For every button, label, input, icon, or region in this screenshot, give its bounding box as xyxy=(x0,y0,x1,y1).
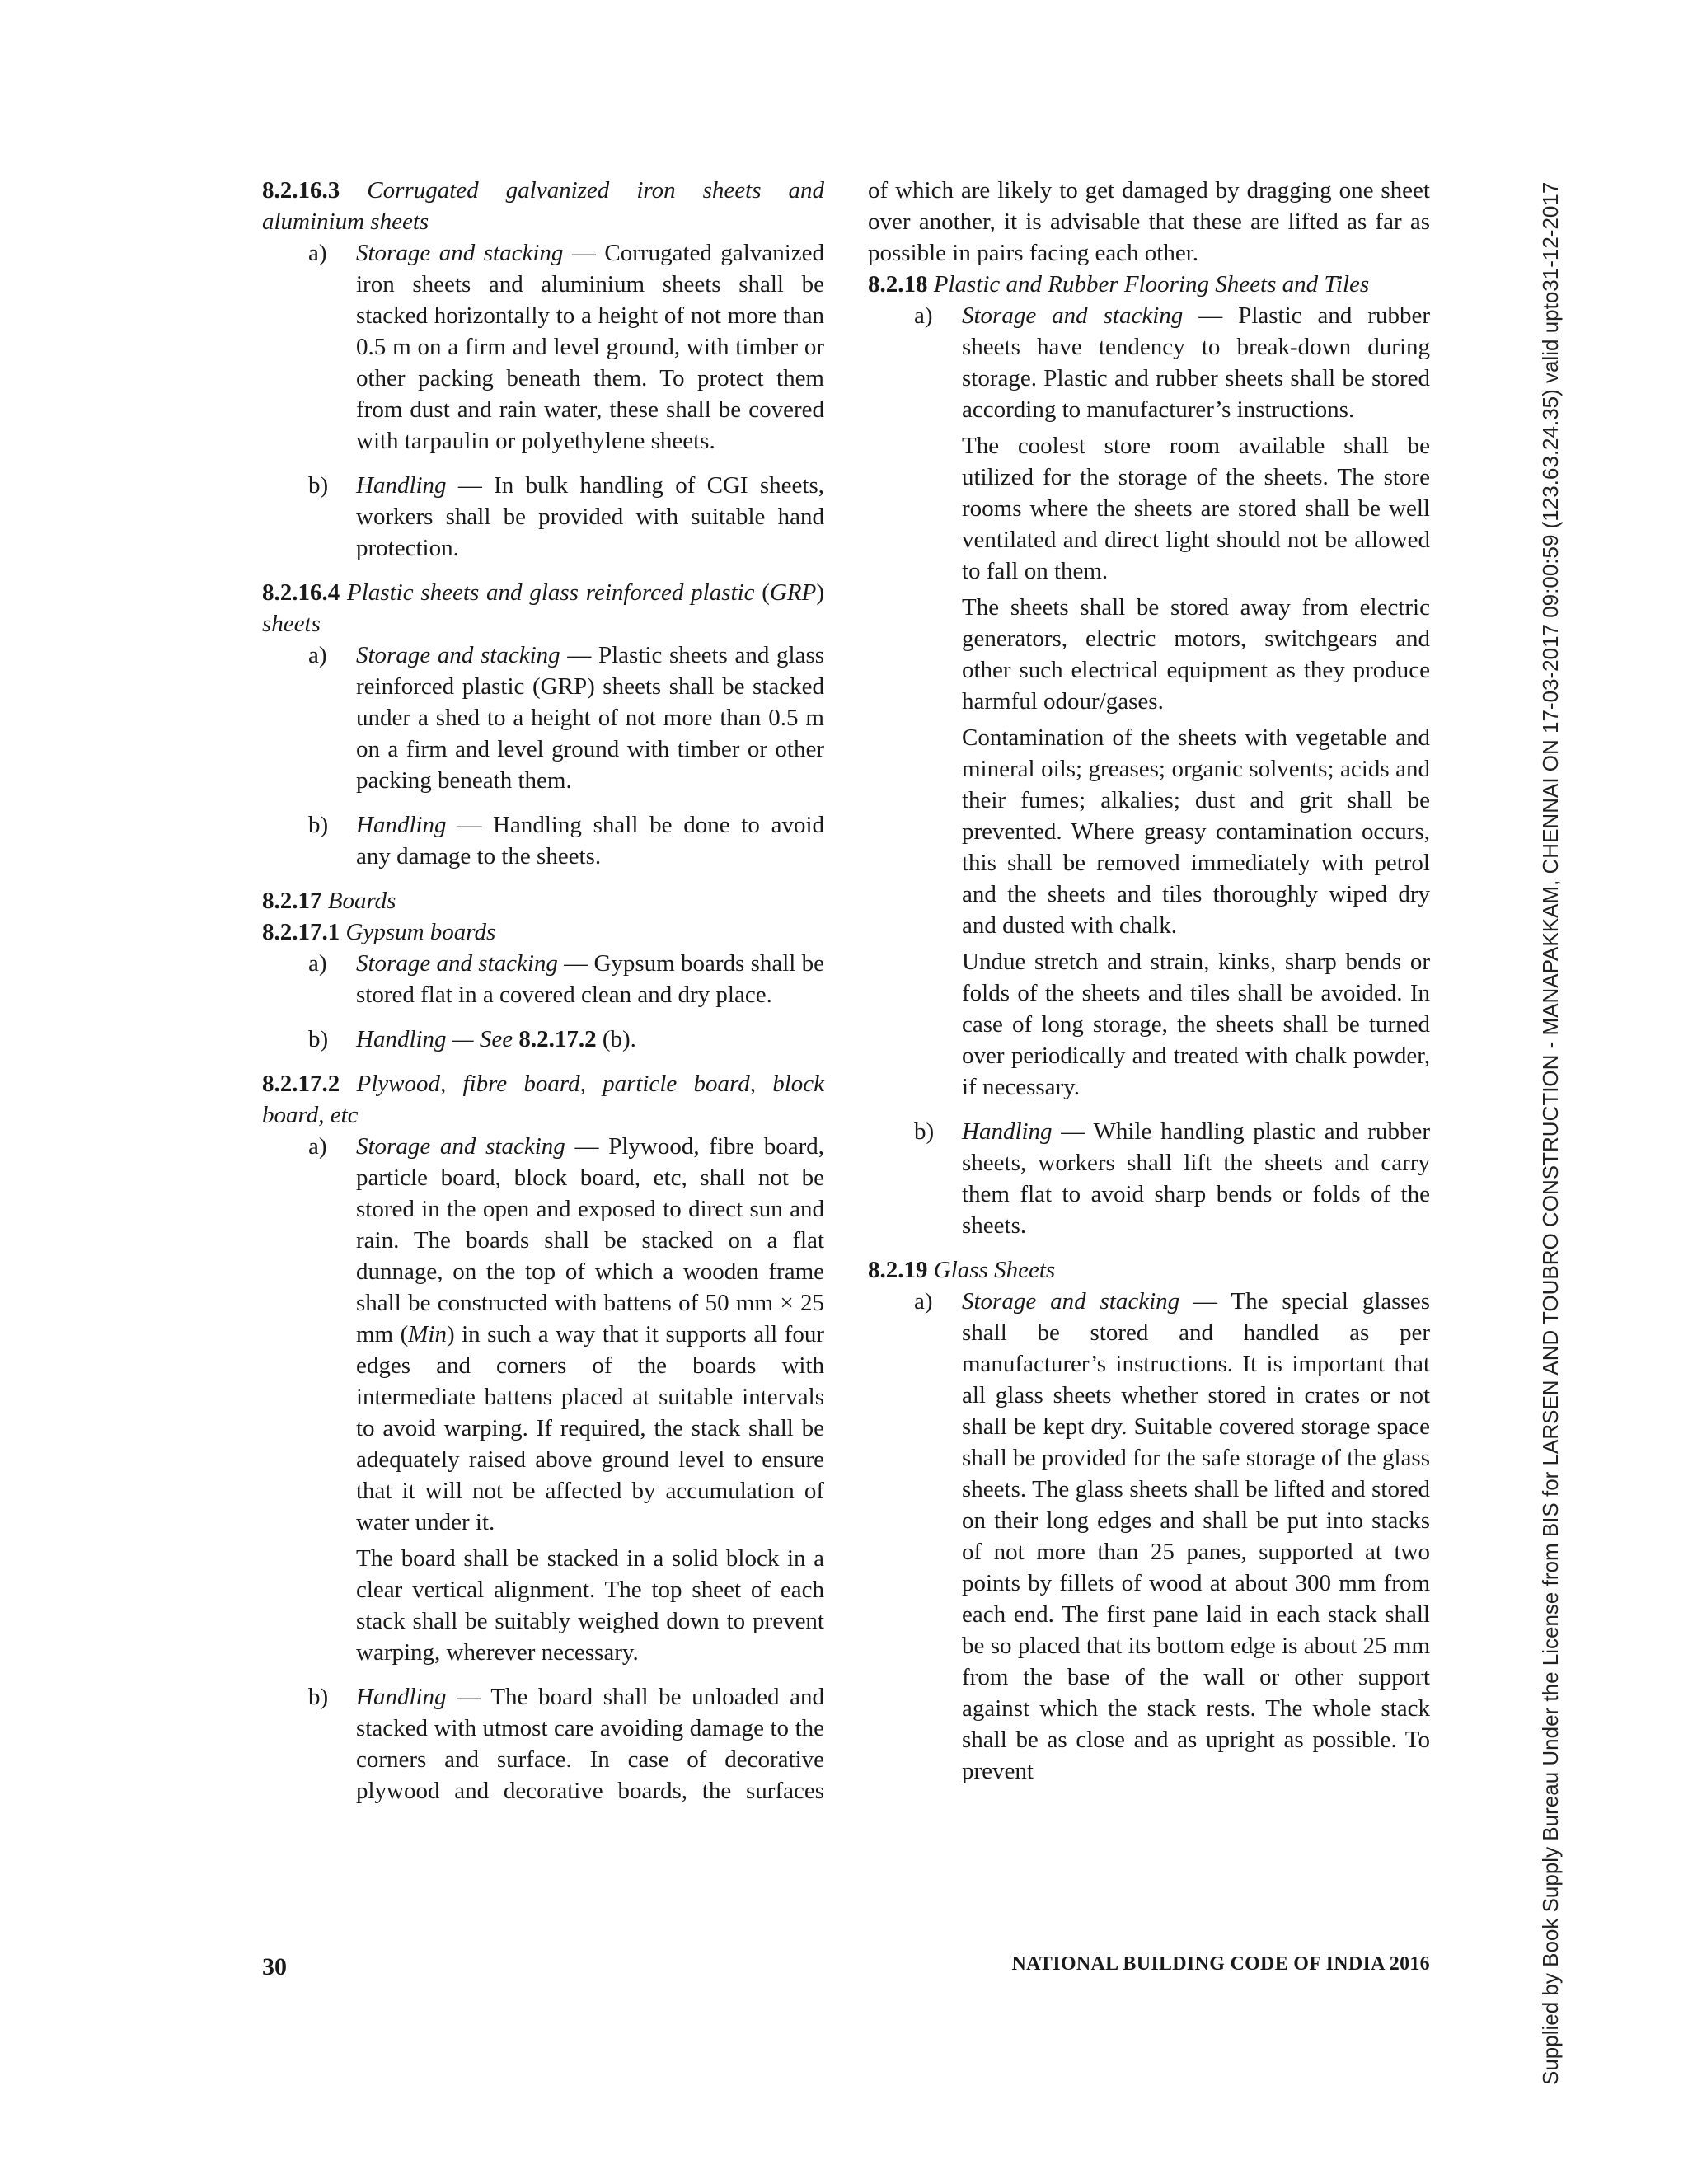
page-number: 30 xyxy=(262,1953,287,1980)
item-label: Storage and stacking xyxy=(356,642,560,668)
list-item: a) Storage and stacking — Gypsum boards shall be stored flat in a covered clean and dry place. xyxy=(262,948,824,1010)
list-item: a) Storage and stacking — Plywood, fibre board, particle board, block board, etc, shall not be stored in the open and exposed to direct sun and rain. The boards shall be stacked on a flat dunnage, on the top of which a wooden frame shall be constructed with battens of 50 mm × 25 mm (Min) in such a way that it supports all four edges and corners of the boards with intermediate battens placed at suitable intervals to avoid warping. If required, the stack shall be adequately raised above ground level to ensure that it will not be affected by accumulation of water under it. The board shall be stacked in a solid block in a clear vertical alignment. The top sheet of each stack shall be suitably weighed down to prevent warping, wherever necessary. xyxy=(262,1131,824,1668)
section-number: 8.2.17 xyxy=(262,888,322,914)
item-text: Plastic sheets and glass reinforced plastic (GRP) sheets shall be stacked under a shed to a height of not more than 0.5 m on a firm and level ground with timber or other packing beneath them. xyxy=(356,642,825,794)
section-heading xyxy=(262,175,824,237)
item-label: Handling xyxy=(356,812,447,838)
list-marker: b) xyxy=(308,812,329,838)
section-title: Plastic sheets and glass reinforced plastic xyxy=(347,579,755,606)
item-text: Plastic and rubber sheets have tendency to break-down during storage. Plastic and rubber sheets shall be stored according to manufacturer’s instructions. xyxy=(962,302,1431,423)
item-text: The special glasses shall be stored and handled as per manufacturer’s instructions. It is important that all glass sheets whether stored in crates or not shall be kept dry. Suitable covered storage space shall be provided for the safe storage of the glass sheets. The glass sheets shall be lifted and stored on their long edges and shall be put into stacks of not more than 25 panes, supported at two points by fillets of wood at about 300 mm from each end. The first pane laid in each stack shall be so placed that its bottom edge is about 25 mm from the base of the wall or other support against which the stack rests. The whole stack shall be as close and as upright as possible. To prevent xyxy=(962,1288,1430,1784)
item-text: Corrugated galvanized iron sheets and aluminium sheets shall be stacked horizontally to a height of not more than 0.5 m on a firm and level ground, with timber or other packing beneath them. To protect them from dust and rain water, these shall be covered with tarpaulin or polyethylene sheets. xyxy=(356,240,824,454)
item-text: Handling shall be done to avoid any damage to the sheets. xyxy=(356,812,825,869)
list-marker: b) xyxy=(914,1118,935,1145)
section-title: Gypsum boards xyxy=(345,919,496,945)
continued-paragraph: of which are likely to get damaged by dragging one sheet over another, it is advisable that these are lifted as far as possible in pairs facing each other. xyxy=(868,177,1430,266)
list-item: a) Storage and stacking — Plastic and rubber sheets have tendency to break-down during storage. Plastic and rubber sheets shall be stored according to manufacturer’s instructions. The coolest store room available shall be utilized for the storage of the sheets. The store rooms where the sheets are stored shall be well ventilated and direct light should not be allowed to fall on them. The sheets shall be stored away from electric generators, electric motors, switchgears and other such electrical equipment as they produce harmful odour/gases. Contamination of the sheets with vegetable and mineral oils; greases; organic solvents; acids and their fumes; alkalies; dust and grit shall be prevented. Where greasy contamination occurs, this shall be removed immediately with petrol and the sheets and tiles thoroughly wiped dry and dusted with chalk. Undue stretch and strain, kinks, sharp bends or folds of the sheets and tiles shall be avoided. In case of long storage, the sheets shall be turned over periodically and treated with chalk powder, if necessary. xyxy=(868,300,1430,1103)
section-title: Boards xyxy=(327,888,396,914)
section-number: 8.2.16.4 xyxy=(262,579,340,606)
item-paragraph: The coolest store room available shall be utilized for the storage of the sheets. The store rooms where the sheets are stored shall be well ventilated and direct light should not be allowed to fall on them. xyxy=(962,433,1430,584)
item-paragraph: The board shall be stacked in a solid block in a clear vertical alignment. The top sheet of each stack shall be suitably weighed down to prevent warping, wherever necessary. xyxy=(356,1545,824,1666)
section-number: 8.2.17.1 xyxy=(262,919,340,945)
item-label: Storage and stacking xyxy=(356,1133,565,1160)
list-marker: a) xyxy=(914,302,933,329)
section-title: Corrugated galvanized iron sheets and aluminium sheets xyxy=(262,177,825,235)
item-paragraph: Contamination of the sheets with vegetable and mineral oils; greases; organic solvents; acids and their fumes; alkalies; dust and grit shall be prevented. Where greasy contamination occurs, this shall be removed immediately with petrol and the sheets and tiles thoroughly wiped dry and dusted with chalk. xyxy=(962,724,1430,939)
item-label: Handling xyxy=(356,472,447,499)
item-text: In bulk handling of CGI sheets, workers shall be provided with suitable hand protection. xyxy=(356,472,825,561)
item-text: Gypsum boards shall be stored flat in a covered clean and dry place. xyxy=(356,950,825,1008)
section-title: Glass Sheets xyxy=(933,1257,1056,1283)
list-item: b) Handling — While handling plastic and rubber sheets, workers shall lift the sheets and carry them flat to avoid sharp bends or folds of the sheets. xyxy=(868,1116,1430,1241)
section-heading xyxy=(868,1254,1430,1286)
item-paragraph: Undue stretch and strain, kinks, sharp bends or folds of the sheets and tiles shall be avoided. In case of long storage, the sheets shall be turned over periodically and treated with chalk powder, if necessary. xyxy=(962,949,1430,1100)
section-heading xyxy=(868,269,1430,300)
section-heading xyxy=(262,916,824,948)
right-column xyxy=(868,175,1430,1800)
item-label: Storage and stacking xyxy=(356,240,564,266)
list-marker: a) xyxy=(308,240,327,266)
section-heading xyxy=(262,1068,824,1131)
section-heading xyxy=(262,885,824,916)
list-marker: a) xyxy=(308,642,327,668)
list-marker: a) xyxy=(914,1288,933,1315)
section-heading: 8.2.16.4 Plastic sheets and glass reinforced plastic (GRP) sheets xyxy=(262,579,825,637)
list-item: a) Storage and stacking — The special glasses shall be stored and handled as per manufacturer’s instructions. It is important that all glass sheets whether stored in crates or not shall be kept dry. Suitable covered storage space shall be provided for the safe storage of the glass sheets. The glass sheets shall be lifted and stored on their long edges and shall be put into stacks of not more than 25 panes, supported at two points by fillets of wood at about 300 mm from each end. The first pane laid in each stack shall be so placed that its bottom edge is about 25 mm from the base of the wall or other support against which the stack rests. The whole stack shall be as close and as upright as possible. To prevent xyxy=(868,1286,1430,1787)
list-marker: b) xyxy=(308,472,329,499)
list-item: b) Handling — See 8.2.17.2 (b). xyxy=(262,1024,824,1055)
license-watermark-side: Supplied by Book Supply Bureau Under the License from BIS for LARSEN AND TOUBRO CONSTRUCTION - MANAPAKKAM, CHENNAI ON 17-03-2017 09:00:59 (123.63.24.35) valid upto31-12-2017 xyxy=(1538,181,1563,2085)
item-label: Handling — See xyxy=(356,1026,513,1052)
book-title: NATIONAL BUILDING CODE OF INDIA 2016 xyxy=(1011,1953,1430,1975)
section-title: Plywood, fibre board, particle board, block board, etc xyxy=(262,1071,824,1128)
item-label: Storage and stacking xyxy=(962,302,1184,329)
item-label: Storage and stacking xyxy=(962,1288,1180,1315)
left-column xyxy=(262,175,824,1820)
list-marker: a) xyxy=(308,950,327,977)
item-paragraph: The sheets shall be stored away from electric generators, electric motors, switchgears and other such electrical equipment as they produce harmful odour/gases. xyxy=(962,594,1430,715)
list-item: a) Storage and stacking — Plastic sheets and glass reinforced plastic (GRP) sheets shall be stacked under a shed to a height of not more than 0.5 m on a firm and level ground with timber or other packing beneath them. xyxy=(262,640,824,796)
section-number: 8.2.16.3 xyxy=(262,177,340,204)
item-label: Storage and stacking xyxy=(356,950,558,977)
list-marker: b) xyxy=(308,1026,329,1052)
item-label: Handling xyxy=(962,1118,1053,1145)
section-number: 8.2.17.2 xyxy=(262,1071,340,1097)
list-marker: b) xyxy=(308,1684,329,1710)
section-title: Plastic and Rubber Flooring Sheets and Tiles xyxy=(933,271,1370,298)
list-marker: a) xyxy=(308,1133,327,1160)
list-item: b) Handling — The board shall be unloaded and stacked with utmost care avoiding damage to the corners and surface. In case of decorative plywood and decorative boards, the surfaces xyxy=(262,1681,824,1807)
item-label: Handling xyxy=(356,1684,447,1710)
item-text: The board shall be unloaded and stacked with utmost care avoiding damage to the corners and surface. In case of decorative plywood and decorative boards, the surfaces xyxy=(356,1684,824,1804)
item-text: Plywood, fibre board, particle board, block board, etc, shall not be stored in the open and exposed to direct sun and rain. The boards shall be stacked on a flat dunnage, on the top of which a wooden frame shall be constructed with battens of 50 mm × 25 mm ( xyxy=(356,1133,825,1347)
section-number: 8.2.19 xyxy=(868,1257,928,1283)
section-number: 8.2.18 xyxy=(868,271,928,298)
item-text: While handling plastic and rubber sheets, workers shall lift the sheets and carry them flat to avoid sharp bends or folds of the sheets. xyxy=(962,1118,1430,1239)
list-item: a) Storage and stacking — Corrugated galvanized iron sheets and aluminium sheets shall be stacked horizontally to a height of not more than 0.5 m on a firm and level ground, with timber or other packing beneath them. To protect them from dust and rain water, these shall be covered with tarpaulin or polyethylene sheets. xyxy=(262,237,824,457)
list-item: b) Handling — Handling shall be done to avoid any damage to the sheets. xyxy=(262,809,824,872)
list-item: b) Handling — In bulk handling of CGI sheets, workers shall be provided with suitable hand protection. xyxy=(262,470,824,564)
cross-reference: 8.2.17.2 xyxy=(518,1026,597,1052)
